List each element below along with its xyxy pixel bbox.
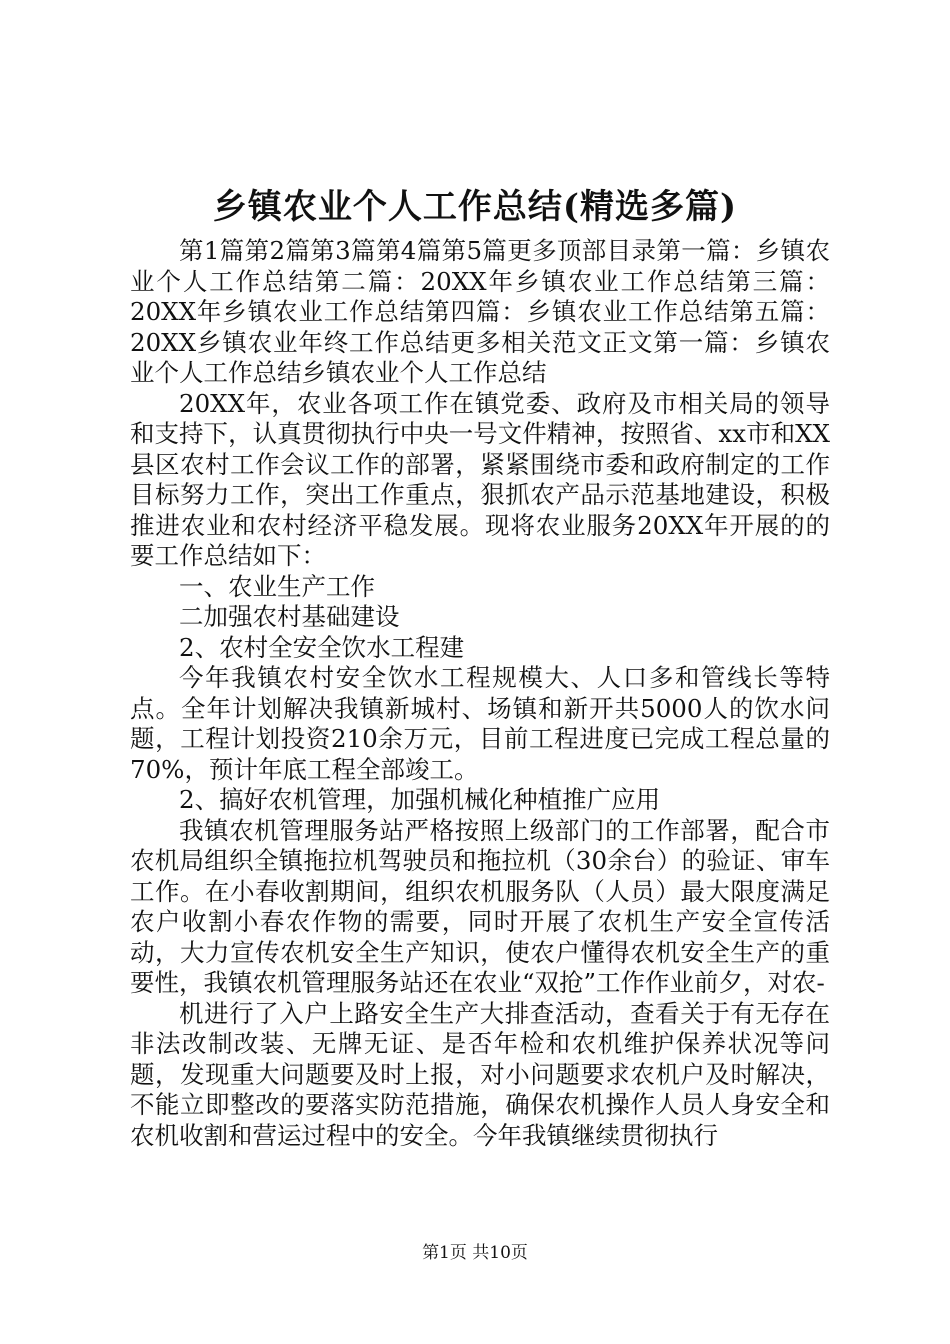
subsection-heading-farm-machinery: 2、搞好农机管理，加强机械化种植推广应用 bbox=[179, 785, 661, 814]
document-body bbox=[130, 236, 830, 1151]
paragraph-table-of-contents: 第1篇第2篇第3篇第4篇第5篇更多顶部目录第一篇：乡镇农业个人工作总结第二篇：20XX年乡镇农业工作总结第三篇：20XX年乡镇农业工作总结第四篇：乡镇农业工作总结第五篇：20XX乡镇农业年终工作总结更多相关范文正文第一篇：乡镇农业个人工作总结乡镇农业个人工作总结 bbox=[130, 236, 830, 387]
document-title: 乡镇农业个人工作总结(精选多篇) bbox=[212, 187, 738, 227]
section-heading-agriculture-production: 一、农业生产工作 bbox=[179, 571, 375, 601]
paragraph-safety-inspection: 机进行了入户上路安全生产大排查活动，查看关于有无存在非法改制改装、无牌无证、是否年检和农机维护保养状况等问题，发现重大问题要及时上报，对小问题要求农机户及时解决，不能立即整改的要落实防范措施，确保农机操作人员人身安全和农机收割和营运过程中的安全。今年我镇继续贯彻执行 bbox=[130, 998, 830, 1150]
page-footer: 第1页 共10页 bbox=[422, 1243, 528, 1263]
paragraph-farm-machinery: 我镇农机管理服务站严格按照上级部门的工作部署，配合市农机局组织全镇拖拉机驾驶员和拖拉机（30余台）的验证、审车工作。在小春收割期间，组织农机服务队（人员）最大限度满足农户收割小春农作物的需要，同时开展了农机生产安全宣传活动，大力宣传农机安全生产知识，使农户懂得农机安全生产的重要性，我镇农机管理服务站还在农业“双抢”工作作业前夕，对农- bbox=[130, 815, 830, 997]
paragraph-drinking-water: 今年我镇农村安全饮水工程规模大、人口多和管线长等特点。全年计划解决我镇新城村、场镇和新开共5000人的饮水问题，工程计划投资210余万元，目前工程进度已完成工程总量的70%，预计年底工程全部竣工。 bbox=[130, 663, 830, 784]
subsection-heading-drinking-water: 2、农村全安全饮水工程建 bbox=[179, 632, 465, 662]
paragraph-intro: 20XX年，农业各项工作在镇党委、政府及市相关局的领导和支持下，认真贯彻执行中央一号文件精神，按照省、xx市和XX县区农村工作会议工作的部署，紧紧围绕市委和政府制定的工作目标努力工作，突出工作重点，狠抓农产品示范基地建设，积极推进农业和农村经济平稳发展。现将农业服务20XX年开展的的要工作总结如下： bbox=[130, 388, 830, 570]
section-heading-rural-infrastructure: 二加强农村基础建设 bbox=[179, 602, 400, 631]
